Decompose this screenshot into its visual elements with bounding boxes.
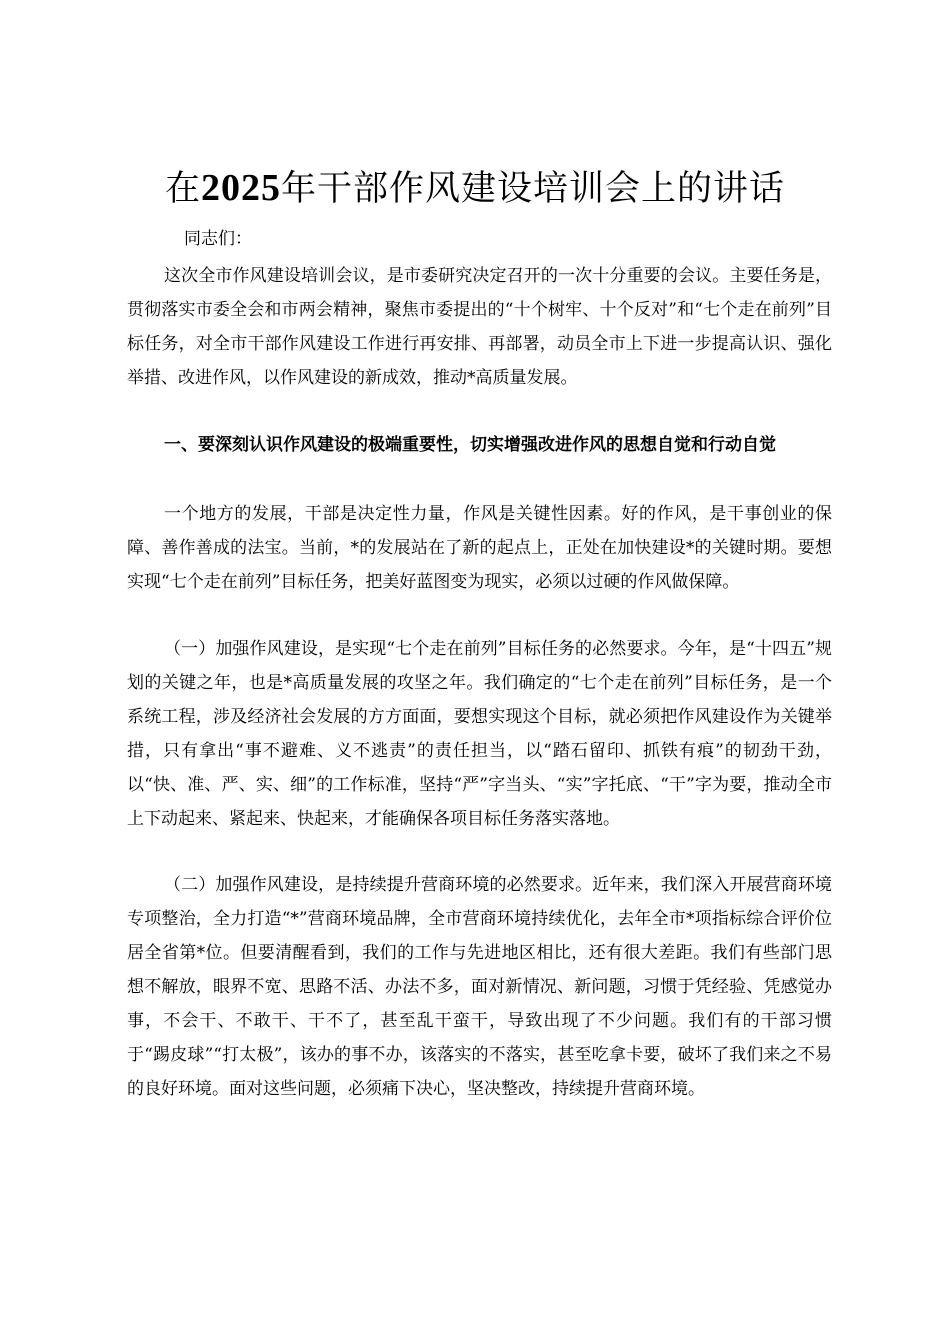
title-prefix: 在 [164,169,201,209]
body-paragraph: 一个地方的发展，干部是决定性力量，作风是关键性因素。好的作风，是干事创业的保障、善作善成的法宝。当前，*的发展站在了新的起点上，正处在加快建设*的关键时期。要想实现“七个走在前列”目标任务，把美好蓝图变为现实，必须以过硬的作风做保障。 [127,504,832,592]
title-suffix: 年干部作风建设培训会上的讲话 [281,169,786,209]
subsection-paragraph-2: （二）加强作风建设，是持续提升营商环境的必然要求。近年来，我们深入开展营商环境专项整治，全力打造“*”营商环境品牌，全市营商环境持续优化，去年全市*项指标综合评价位居全省第*位。但要清醒看到，我们的工作与先进地区相比，还有很大差距。我们有些部门思想不解放，眼界不宽、思路不活、办法不多，面对新情况、新问题，习惯于凭经验、凭感觉办事，不会干、不敢干、干不了，甚至乱干蛮干，导致出现了不少问题。我们有的干部习惯于“踢皮球”“打太极”，该办的事不办，该落实的不落实，甚至吃拿卡要，破坏了我们来之不易的良好环境。面对这些问题，必须痛下决心，坚决整改，持续提升营商环境。 [127,875,832,1099]
subsection-paragraph-1: （一）加强作风建设，是实现“七个走在前列”目标任务的必然要求。今年，是“十四五”规划的关键之年，也是*高质量发展的攻坚之年。我们确定的“七个走在前列”目标任务，是一个系统工程，涉及经济社会发展的方方面面，要想实现这个目标，就必须把作风建设作为关键举措，只有拿出“事不避难、义不逃责”的责任担当，以“踏石留印、抓铁有痕”的韧劲干劲，以“快、准、严、实、细”的工作标准，坚持“严”字当头、“实”字托底、“干”字为要，推动全市上下动起来、紧起来、快起来，才能确保各项目标任务落实落地。 [127,639,832,829]
section-heading-1: 一、要深刻认识作风建设的极端重要性，切实增强改进作风的思想自觉和行动自觉 [164,435,776,455]
intro-paragraph: 这次全市作风建设培训会议，是市委研究决定召开的一次十分重要的会议。主要任务是，贯彻落实市委全会和市两会精神，聚焦市委提出的“十个树牢、十个反对”和“七个走在前列”目标任务，对全市干部作风建设工作进行再安排、再部署，动员全市上下进一步提高认识、强化举措、改进作风，以作风建设的新成效，推动*高质量发展。 [127,266,832,388]
document-title [0,163,950,214]
salutation: 同志们： [184,229,252,249]
title-year: 2025 [201,167,281,209]
